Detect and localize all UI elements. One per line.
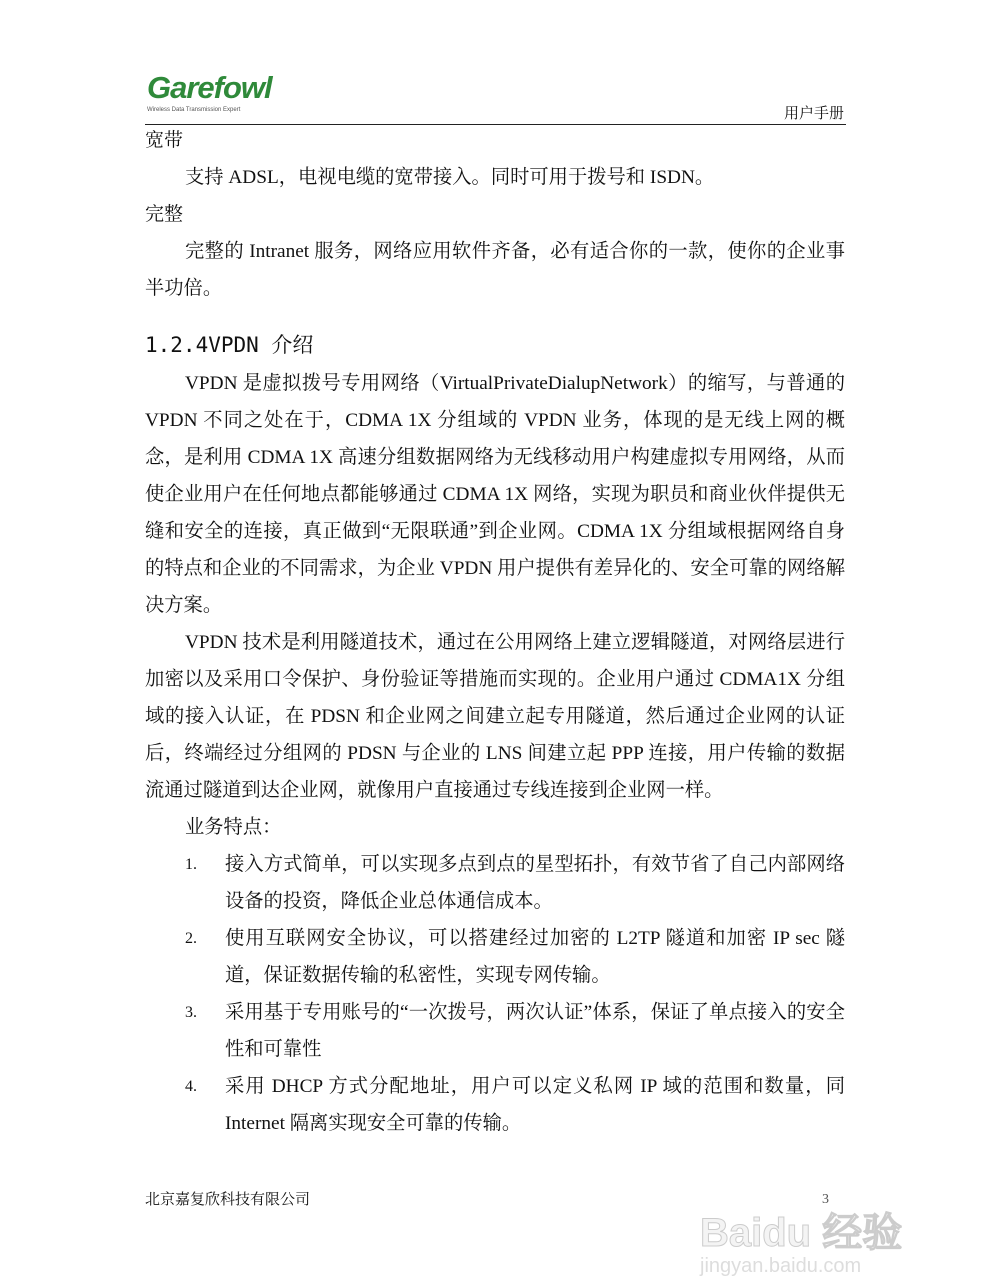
page-number: 3 — [822, 1192, 829, 1207]
features-label: 业务特点： — [185, 817, 282, 838]
watermark-main: Baidu 经验 — [700, 1211, 903, 1255]
company-logo — [147, 72, 287, 118]
paragraph-vpdn-2: VPDN 技术是利用隧道技术，通过在公用网络上建立逻辑隧道，对网络层进行加密以及采用口令保护、身份验证等措施而实现的。企业用户通过 CDMA1X 分组域的接入认证，在 PDSN 和企业网之间建立起专用隧道，然后通过企业网的认证后，终端经过分组网的 PDSN 与企业的 LNS 间建立起 PPP 连接，用户传输的数据流通过隧道到达企业网，就像用户直接通过专线连接到企业网一样。 — [145, 632, 845, 801]
logo-tagline: Wireless Data Transmission Expert — [147, 107, 241, 113]
list-number: 1. — [185, 856, 197, 873]
list-number: 3. — [185, 1004, 197, 1021]
footer-company: 北京嘉复欣科技有限公司 — [145, 1192, 311, 1208]
baidu-watermark — [700, 1212, 980, 1278]
list-text: 采用基于专用账号的“一次拨号，两次认证”体系，保证了单点接入的安全性和可靠性 — [225, 1002, 845, 1060]
document-body — [145, 122, 845, 1142]
paragraph-broadband: 支持 ADSL，电视电缆的宽带接入。同时可用于拨号和 ISDN。 — [185, 167, 715, 188]
list-text: 接入方式简单，可以实现多点到点的星型拓扑，有效节省了自己内部网络设备的投资，降低企业总体通信成本。 — [225, 854, 845, 912]
list-item — [145, 1068, 845, 1142]
list-item — [145, 846, 845, 920]
list-number: 2. — [185, 930, 197, 947]
paragraph-vpdn-1: VPDN 是虚拟拨号专用网络（VirtualPrivateDialupNetwork）的缩写，与普通的 VPDN 不同之处在于，CDMA 1X 分组域的 VPDN 业务，体现的是无线上网的概念，是利用 CDMA 1X 高速分组数据网络为无线移动用户构建虚拟专用网络，从而使企业用户在任何地点都能够通过 CDMA 1X 网络，实现为职员和商业伙伴提供无缝和安全的连接，真正做到“无限联通”到企业网。CDMA 1X 分组域根据网络自身的特点和企业的不同需求，为企业 VPDN 用户提供有差异化的、安全可靠的网络解决方案。 — [145, 373, 845, 616]
section-title-complete: 完整 — [145, 204, 184, 225]
list-number: 4. — [185, 1078, 197, 1095]
section-title-broadband: 宽带 — [145, 130, 184, 151]
list-item — [145, 920, 845, 994]
doc-type-label: 用户手册 — [783, 106, 844, 122]
paragraph-complete: 完整的 Intranet 服务，网络应用软件齐备，必有适合你的一款，使你的企业事半功倍。 — [145, 241, 845, 299]
logo-text: Garefowl — [147, 70, 272, 105]
features-list — [145, 846, 845, 1142]
watermark-sub: jingyan.baidu.com — [700, 1255, 862, 1277]
list-text: 使用互联网安全协议，可以搭建经过加密的 L2TP 隧道和加密 IP sec 隧道，保证数据传输的私密性，实现专网传输。 — [225, 928, 845, 986]
section-heading-vpdn: 1.2.4VPDN 介绍 — [145, 333, 314, 357]
list-item — [145, 994, 845, 1068]
list-text: 采用 DHCP 方式分配地址，用户可以定义私网 IP 域的范围和数量，同 Internet 隔离实现安全可靠的传输。 — [225, 1076, 845, 1134]
